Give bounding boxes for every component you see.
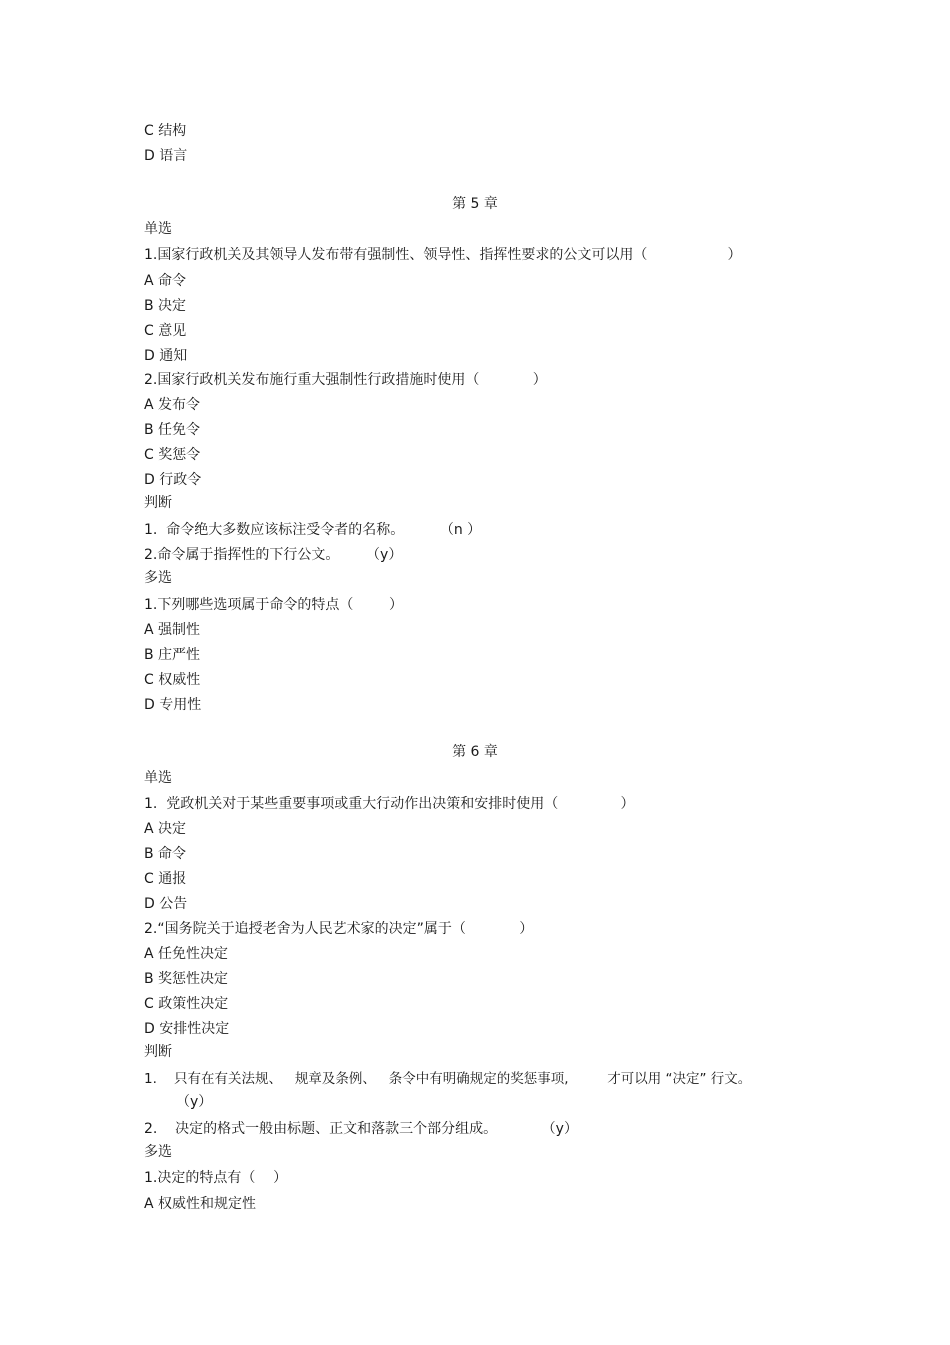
- option-line: D 专用性: [144, 697, 202, 713]
- option-line: A 任免性决定: [144, 946, 229, 962]
- question-line: 1. 党政机关对于某些重要事项或重大行动作出决策和安排时使用（ ）: [144, 796, 635, 812]
- chapter-heading: 第 6 章: [452, 744, 498, 760]
- option-line: D 语言: [144, 148, 188, 164]
- option-line: D 公告: [144, 896, 188, 912]
- chapter-heading: 第 5 章: [452, 196, 498, 212]
- option-line: A 强制性: [144, 622, 201, 638]
- option-line: A 决定: [144, 821, 187, 837]
- answer-line: （y）: [176, 1094, 213, 1110]
- option-line: C 奖惩令: [144, 447, 201, 463]
- section-label: 判断: [144, 1044, 172, 1060]
- option-line: A 权威性和规定性: [144, 1196, 257, 1212]
- question-line: 1. 命令绝大多数应该标注受令者的名称。 （n ）: [144, 522, 482, 538]
- option-line: B 任免令: [144, 422, 201, 438]
- question-line: 1. 只有在有关法规、 规章及条例、 条令中有明确规定的奖惩事项, 才可以用 “决定” 行文。: [144, 1071, 752, 1087]
- section-label: 单选: [144, 221, 172, 237]
- option-line: B 奖惩性决定: [144, 971, 229, 987]
- option-line: C 意见: [144, 323, 187, 339]
- question-line: 2.命令属于指挥性的下行公文。 （y）: [144, 547, 403, 563]
- question-line: 1.决定的特点有（ ）: [144, 1170, 288, 1186]
- option-line: B 命令: [144, 846, 187, 862]
- option-line: C 政策性决定: [144, 996, 229, 1012]
- section-label: 多选: [144, 1144, 172, 1160]
- option-line: D 行政令: [144, 472, 202, 488]
- section-label: 多选: [144, 570, 172, 586]
- option-line: D 通知: [144, 348, 188, 364]
- option-line: C 权威性: [144, 672, 201, 688]
- question-line: 2. 决定的格式一般由标题、正文和落款三个部分组成。 （y）: [144, 1121, 578, 1137]
- section-label: 判断: [144, 495, 172, 511]
- option-line: D 安排性决定: [144, 1021, 230, 1037]
- option-line: B 决定: [144, 298, 187, 314]
- option-line: C 通报: [144, 871, 187, 887]
- question-line: 1.下列哪些选项属于命令的特点（ ）: [144, 597, 403, 613]
- question-line: 2.国家行政机关发布施行重大强制性行政措施时使用（ ）: [144, 372, 547, 388]
- option-line: A 命令: [144, 273, 187, 289]
- question-line: 1.国家行政机关及其领导人发布带有强制性、领导性、指挥性要求的公文可以用（ ）: [144, 247, 742, 263]
- option-line: A 发布令: [144, 397, 201, 413]
- option-line: C 结构: [144, 123, 187, 139]
- question-line: 2.“国务院关于追授老舍为人民艺术家的决定”属于（ ）: [144, 921, 534, 937]
- option-line: B 庄严性: [144, 647, 201, 663]
- section-label: 单选: [144, 770, 172, 786]
